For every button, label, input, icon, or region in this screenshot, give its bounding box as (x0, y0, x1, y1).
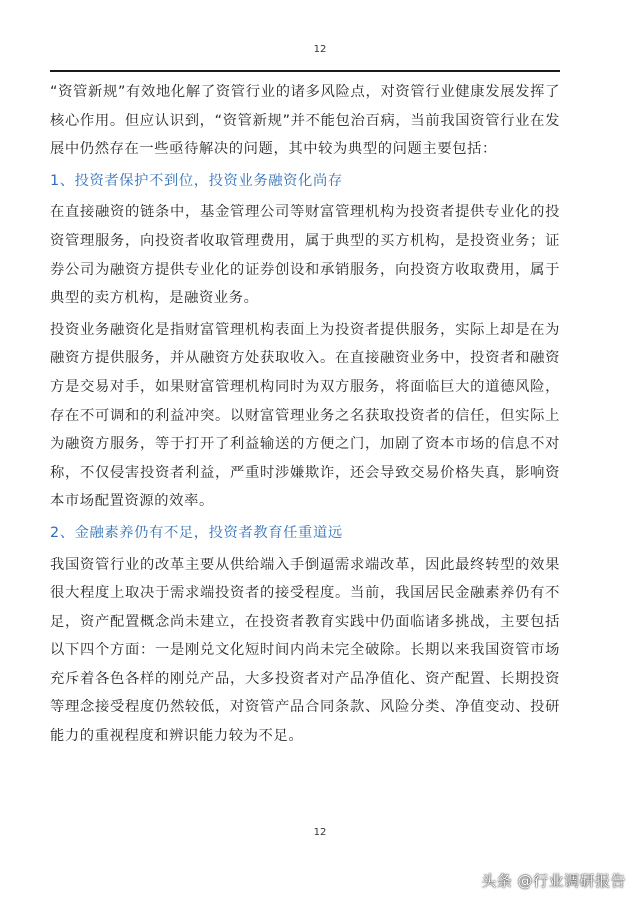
header-rule (50, 70, 560, 72)
section-heading-2: 2、金融素养仍有不足，投资者教育任重道远 (50, 524, 343, 541)
intro-paragraph: “资管新规”有效地化解了资管行业的诸多风险点，对资管行业健康发展发挥了核心作用。但应认识到，“资管新规”并不能包治百病，当前我国资管行业在发展中仍然存在一些亟待解决的问题，其中较为典型的问题主要包括： (50, 84, 560, 158)
document-body (50, 78, 560, 751)
watermark-text: 头条 @行业调研报告 (481, 872, 626, 890)
footer-page-number: 12 (313, 827, 327, 838)
paragraph-1: 在直接融资的链条中，基金管理公司等财富管理机构为投资者提供专业化的投资管理服务，向投资者收取管理费用，属于典型的买方机构，是投资业务；证券公司为融资方提供专业化的证券创设和承销服务，向投资方收取费用，属于典型的卖方机构，是融资业务。 (50, 204, 560, 307)
paragraph-3: 我国资管行业的改革主要从供给端入手倒逼需求端改革，因此最终转型的效果很大程度上取决于需求端投资者的接受程度。当前，我国居民金融素养仍有不足，资产配置概念尚未建立，在投资者教育实践中仍面临诸多挑战，主要包括以下四个方面：一是刚兑文化短时间内尚未完全破除。长期以来我国资管市场充斥着各色各样的刚兑产品，大多投资者对产品净值化、资产配置、长期投资等理念接受程度仍然较低，对资管产品合同条款、风险分类、净值变动、投研能力的重视程度和辨识能力较为不足。 (50, 556, 560, 745)
section-heading-1: 1、投资者保护不到位，投资业务融资化尚存 (50, 172, 343, 189)
paragraph-2: 投资业务融资化是指财富管理机构表面上为投资者提供服务，实际上却是在为融资方提供服务，并从融资方处获取收入。在直接融资业务中，投资者和融资方是交易对手，如果财富管理机构同时为双方服务，将面临巨大的道德风险，存在不可调和的利益冲突。以财富管理业务之名获取投资者的信任，但实际上为融资方服务，等于打开了利益输送的方便之门，加剧了资本市场的信息不对称，不仅侵害投资者利益，严重时涉嫌欺诈，还会导致交易价格失真，影响资本市场配置资源的效率。 (50, 321, 560, 510)
header-page-number: 12 (313, 44, 327, 55)
